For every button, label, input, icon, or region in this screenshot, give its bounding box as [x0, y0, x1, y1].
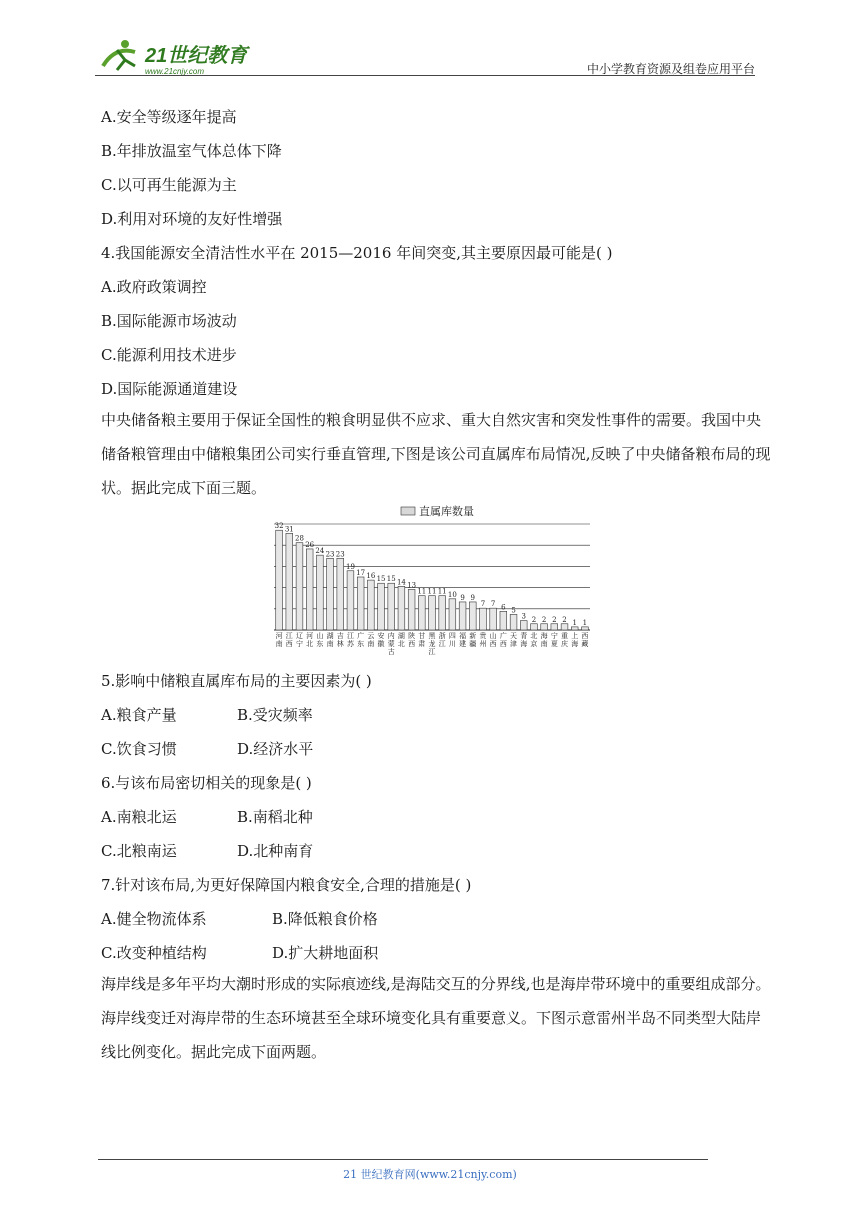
category-label: 云南	[367, 632, 375, 648]
category-label: 新疆	[469, 632, 477, 648]
bar	[418, 596, 425, 630]
bar	[520, 621, 527, 630]
q5-stem: 5.影响中储粮直属库布局的主要因素为( )	[101, 672, 372, 690]
data-label: 31	[284, 525, 294, 534]
category-label: 青海	[520, 632, 528, 648]
data-label: 13	[407, 581, 417, 590]
bar	[317, 555, 324, 630]
data-label: 26	[305, 540, 315, 549]
category-label: 陕西	[408, 632, 416, 648]
data-label: 2	[552, 615, 557, 624]
bar	[582, 627, 589, 630]
category-label: 江苏	[346, 632, 354, 648]
data-label: 14	[396, 578, 406, 587]
footer-text: 21 世纪教育网(www.21cnjy.com)	[343, 1168, 517, 1181]
category-label: 湖北	[397, 632, 405, 648]
q5-option-b: B.受灾频率	[237, 706, 313, 724]
legend-swatch	[401, 507, 415, 515]
data-label: 9	[470, 593, 476, 602]
bar	[541, 624, 548, 630]
q7-option-b: B.降低粮食价格	[272, 910, 378, 928]
category-label: 天津	[510, 632, 518, 648]
q6-option-c: C.北粮南运	[101, 842, 177, 860]
data-label: 2	[541, 615, 547, 624]
bar	[306, 549, 313, 630]
category-label: 贵州	[479, 632, 487, 648]
category-label: 福建	[459, 632, 467, 648]
q5-option-c: C.饮食习惯	[101, 740, 177, 758]
q6-stem: 6.与该布局密切相关的现象是( )	[101, 774, 312, 792]
data-label: 28	[295, 534, 304, 543]
q3-option-b: B.年排放温室气体总体下降	[101, 142, 282, 160]
category-label: 河北	[306, 632, 314, 648]
data-label: 5	[511, 606, 516, 615]
data-label: 2	[562, 615, 567, 624]
q6-option-d: D.北种南育	[237, 842, 314, 860]
data-label: 23	[325, 550, 335, 559]
category-label: 内蒙古	[387, 632, 395, 656]
q4-option-b: B.国际能源市场波动	[101, 312, 237, 330]
bar	[510, 614, 517, 630]
passage-coastline: 海岸线是多年平均大潮时形成的实际痕迹线,是海陆交互的分界线,也是海岸带环境中的重要组成部分。海岸线变迁对海岸带的生态环境甚至全球环境变化具有重要意义。下图示意雷州半岛不同类型大陆岸线比例变化。据此完成下面两题。	[101, 975, 771, 1061]
q7-option-a: A.健全物流体系	[101, 910, 207, 928]
warehouse-bar-chart	[268, 502, 593, 662]
category-label: 山东	[316, 632, 324, 648]
q6-option-a: A.南粮北运	[101, 808, 177, 826]
footer-rule	[98, 1159, 708, 1160]
category-label: 吉林	[336, 632, 344, 648]
category-label: 江西	[285, 632, 293, 648]
bar	[347, 571, 354, 630]
bar	[378, 583, 385, 630]
q4-option-c: C.能源利用技术进步	[101, 346, 237, 364]
site-logo	[95, 36, 265, 76]
passage-grain-reserve: 中央储备粮主要用于保证全国性的粮食明显供不应求、重大自然灾害和突发性事件的需要。我国中央储备粮管理由中储粮集团公司实行垂直管理,下图是该公司直属库布局情况,反映了中央储备粮布局的现状。据此完成下面三题。	[101, 411, 771, 497]
bar	[276, 530, 283, 630]
bar	[327, 558, 334, 630]
category-label: 甘肃	[418, 632, 426, 648]
bar	[398, 586, 405, 630]
bar	[367, 580, 374, 630]
data-label: 15	[376, 575, 386, 584]
category-label: 四川	[448, 632, 456, 648]
data-label: 10	[447, 590, 457, 599]
bar	[388, 583, 395, 630]
q4-option-a: A.政府政策调控	[101, 278, 207, 296]
svg-text:21世纪教育: 21世纪教育	[145, 45, 248, 67]
bar	[490, 608, 497, 630]
data-label: 7	[490, 600, 496, 609]
data-label: 15	[386, 575, 396, 584]
category-label: 浙江	[438, 632, 446, 648]
q3-option-a: A.安全等级逐年提高	[101, 108, 237, 126]
category-label: 河南	[275, 632, 283, 648]
bar	[551, 624, 558, 630]
bar	[571, 627, 578, 630]
q6-option-b: B.南稻北种	[237, 808, 313, 826]
data-label: 19	[345, 562, 355, 571]
data-label: 24	[315, 547, 325, 556]
bar	[561, 624, 568, 630]
data-label: 2	[531, 615, 537, 624]
bar	[286, 533, 293, 630]
category-label: 黑龙江	[428, 632, 436, 656]
q3-option-d: D.利用对环境的友好性增强	[101, 210, 283, 228]
page-header	[95, 30, 755, 78]
category-label: 山西	[489, 632, 497, 648]
bar	[408, 589, 415, 630]
q3-option-c: C.以可再生能源为主	[101, 176, 237, 194]
bar	[449, 599, 456, 630]
category-label: 广东	[357, 632, 365, 648]
q4-stem: 4.我国能源安全清洁性水平在 2015—2016 年间突变,其主要原因最可能是( )	[101, 244, 613, 262]
category-label: 北京	[530, 632, 538, 648]
category-label: 宁夏	[550, 632, 558, 648]
data-label: 7	[480, 600, 486, 609]
bar	[500, 611, 507, 630]
category-label: 辽宁	[295, 632, 303, 648]
bar	[469, 602, 476, 630]
data-label: 3	[521, 612, 526, 621]
data-label: 1	[582, 618, 588, 627]
legend-label: 直属库数量	[419, 505, 474, 518]
data-label: 11	[437, 587, 447, 596]
data-label: 11	[417, 587, 427, 596]
bar	[531, 624, 538, 630]
category-label: 广西	[499, 632, 507, 648]
header-rule	[95, 75, 755, 76]
data-label: 32	[274, 522, 284, 531]
category-label: 西藏	[581, 632, 589, 648]
bar	[429, 596, 436, 630]
category-label: 海南	[540, 632, 548, 648]
data-label: 16	[366, 572, 376, 581]
svg-text:www.21cnjy.com: www.21cnjy.com	[145, 67, 204, 76]
bar	[480, 608, 487, 630]
data-label: 17	[356, 569, 366, 577]
q7-option-c: C.改变种植结构	[101, 944, 207, 962]
data-label: 1	[572, 618, 577, 627]
bar	[357, 577, 364, 630]
platform-name: 中小学教育资源及组卷应用平台	[586, 62, 755, 76]
bar	[337, 558, 344, 630]
q7-option-d: D.扩大耕地面积	[272, 944, 379, 962]
data-label: 9	[460, 593, 465, 602]
q5-option-d: D.经济水平	[237, 740, 314, 758]
category-label: 湖南	[326, 632, 334, 648]
bar	[439, 596, 446, 630]
data-label: 11	[427, 587, 437, 596]
bar	[296, 543, 303, 630]
q4-option-d: D.国际能源通道建设	[101, 380, 238, 398]
q7-stem: 7.针对该布局,为更好保障国内粮食安全,合理的措施是( )	[101, 876, 472, 894]
category-label: 上海	[571, 632, 579, 648]
data-label: 23	[335, 550, 345, 559]
bar	[459, 602, 466, 630]
category-label: 重庆	[561, 632, 569, 648]
data-label: 6	[501, 603, 506, 612]
category-label: 安徽	[377, 632, 385, 648]
q5-option-a: A.粮食产量	[101, 706, 177, 724]
